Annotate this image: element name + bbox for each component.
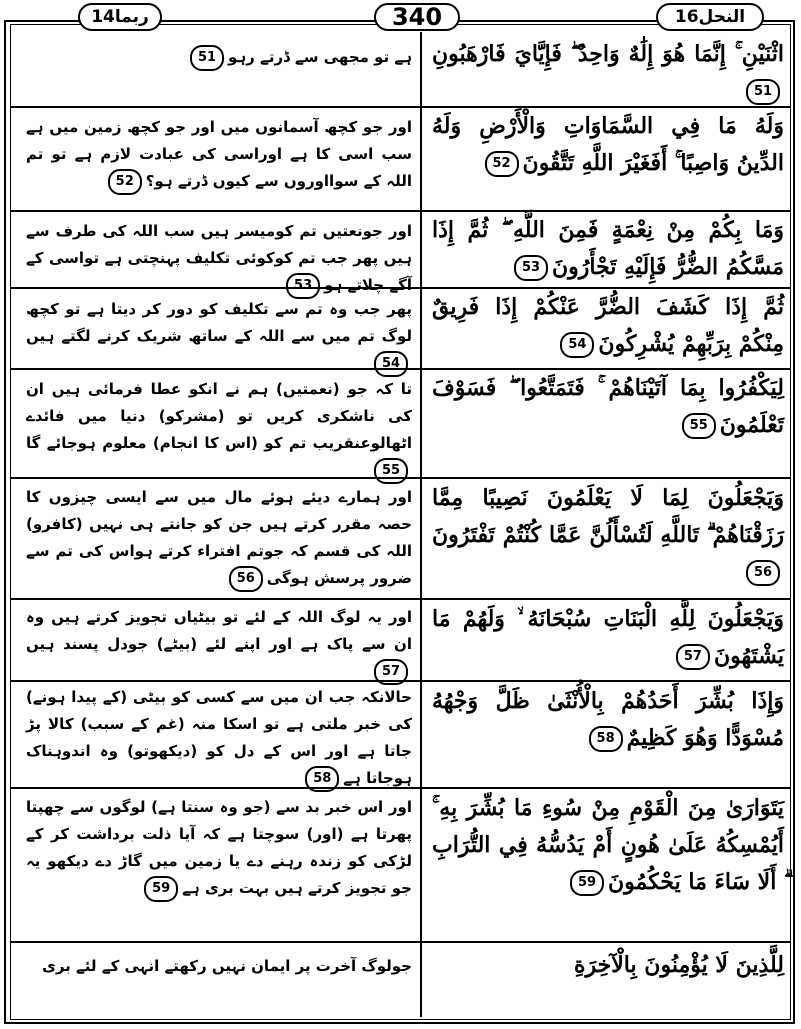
juz-label: ربما14 (78, 3, 162, 31)
verse-urdu: حالانکہ جب ان میں سے کسی کو بیٹی (کے پیدا ہونے) کی خبر ملتی ہے تو اسکا منہ (غم کے سبب) کالا پڑ جاتا ہے اور اس کے دل کو (دیکھوتو) وہ اندوہناک ہوجاتا ہے58 (26, 684, 412, 792)
verse-urdu: جولوگ آخرت پر ایمان نہیں رکھتے انہی کے لئے بری (42, 957, 412, 975)
verse-number-badge: 59 (144, 876, 178, 902)
verse-urdu: تا کہ جو (نعمتیں) ہم نے انکو عطا فرمائی ہیں ان کی ناشکری کریں تو (مشرکو) دنیا میں فائدے اٹھالوعنقریب تم کو (اس کا انجام) معلوم ہوجائے گا55 (26, 376, 412, 484)
verse-urdu: پھر جب وہ تم سے تکلیف کو دور کر دیتا ہے تو کچھ لوگ تم میں سے اللہ کے ساتھ شریک کرنے لگتے ہیں54 (26, 296, 412, 377)
verse-number-badge: 57 (374, 659, 408, 685)
page-number: 340 (374, 3, 460, 31)
verse-arabic: اثْنَيْنِ ۚ إِنَّمَا هُوَ إِلَٰهٌ وَاحِدٌ ۖ فَإِيَّايَ فَارْهَبُونِ51 (432, 36, 784, 110)
separator (10, 941, 791, 943)
verse-number-badge: 51 (190, 45, 224, 71)
verse-urdu: ہے تو مجھی سے ڈرتے رہو51 (26, 44, 412, 71)
verse-arabic: لِلَّذِينَ لَا يُؤْمِنُونَ بِالْآخِرَةِ (574, 952, 784, 978)
separator (10, 598, 791, 600)
verse-number-badge: 52 (485, 151, 519, 177)
verse-arabic: وَيَجْعَلُونَ لِمَا لَا يَعْلَمُونَ نَصِيبًا مِمَّا رَزَقْنَاهُمْ ۗ تَاللَّهِ لَتُسْأَلُنَّ عَمَّا كُنْتُمْ تَفْتَرُونَ56 (432, 480, 784, 591)
verse-number-badge: 54 (560, 332, 594, 358)
verse-number-badge: 55 (374, 458, 408, 484)
surah-label: النحل16 (656, 3, 764, 31)
verse-number-badge: 55 (682, 413, 716, 439)
column-divider (420, 32, 422, 1017)
verse-urdu: اور ہمارے دیئے ہوئے مال میں سے ایسی چیزوں کا حصہ مقرر کرتے ہیں جن کو جانتے ہی نہیں (کافرو) اللہ کی قسم کہ جوتم افتراء کرتے ہواس کی تم سے ضرور پرسش ہوگی56 (26, 484, 412, 592)
verse-urdu: اور اس خبر بد سے (جو وہ سنتا ہے) لوگوں سے چھپتا پھرتا ہے (اور) سوچتا ہے کہ آیا ذلت برداشت کر کے لڑکی کو زندہ رہنے دے یا زمین میں گاڑ دے دیکھو یہ جو تجویز کرتے ہیں بہت بری ہے59 (26, 794, 412, 902)
verse-number-badge: 54 (374, 351, 408, 377)
verse-arabic: ثُمَّ إِذَا كَشَفَ الضُّرَّ عَنْكُمْ إِذَا فَرِيقٌ مِنْكُمْ بِرَبِّهِمْ يُشْرِكُونَ54 (432, 294, 784, 357)
verse-urdu: اور جو کچھ آسمانوں میں اور جو کچھ زمین میں ہے سب اسی کا ہے اوراسی کی عبادت لازم ہے تو تم اللہ کے سوااوروں سے کیوں ڈرتے ہو؟52 (26, 114, 412, 195)
verse-number-badge: 53 (514, 255, 548, 281)
verse-urdu: اور یہ لوگ اللہ کے لئے تو بیٹیاں تجویز کرتے ہیں وہ ان سے پاک ہے اور اپنے لئے (بیٹے) جودل پسند ہیں57 (26, 604, 412, 685)
verse-arabic: وَإِذَا بُشِّرَ أَحَدُهُمْ بِالْأُنْثَىٰ ظَلَّ وَجْهُهُ مُسْوَدًّا وَهُوَ كَظِيمٌ58 (432, 688, 784, 751)
verse-number-badge: 53 (286, 273, 320, 299)
verse-urdu: اور جونعتیں تم کومیسر ہیں سب اللہ کی طرف سے ہیں پھر جب تم کوکوئی تکلیف پہنچتی ہے تواسی کے آگے چلاتے ہو53 (26, 218, 412, 299)
verse-arabic: وَمَا بِكُمْ مِنْ نِعْمَةٍ فَمِنَ اللَّهِ ۖ ثُمَّ إِذَا مَسَّكُمُ الضُّرُّ فَإِلَيْهِ تَجْأَرُونَ53 (432, 217, 784, 280)
verse-number-badge: 58 (305, 766, 339, 792)
verse-arabic: يَتَوَارَىٰ مِنَ الْقَوْمِ مِنْ سُوءِ مَا بُشِّرَ بِهِ ۚ أَيُمْسِكُهُ عَلَىٰ هُونٍ أَمْ يَدُسُّهُ فِي التُّرَابِ ۗ أَلَا سَاءَ مَا يَحْكُمُونَ59 (432, 795, 784, 895)
verse-number-badge: 56 (229, 566, 263, 592)
verse-number-badge: 59 (570, 870, 604, 896)
verse-arabic: لِيَكْفُرُوا بِمَا آتَيْنَاهُمْ ۚ فَتَمَتَّعُوا ۖ فَسَوْفَ تَعْلَمُونَ55 (432, 375, 784, 438)
verse-number-badge: 51 (746, 79, 780, 105)
verse-number-badge: 57 (676, 644, 710, 670)
verse-arabic: وَلَهُ مَا فِي السَّمَاوَاتِ وَالْأَرْضِ وَلَهُ الدِّينُ وَاصِبًا ۚ أَفَغَيْرَ اللَّهِ تَتَّقُونَ52 (432, 113, 784, 176)
verse-number-badge: 52 (108, 169, 142, 195)
verse-number-badge: 58 (589, 726, 623, 752)
verse-number-badge: 56 (746, 560, 780, 586)
verse-arabic: وَيَجْعَلُونَ لِلَّهِ الْبَنَاتِ سُبْحَانَهُ ۙ وَلَهُمْ مَا يَشْتَهُونَ57 (432, 606, 784, 669)
